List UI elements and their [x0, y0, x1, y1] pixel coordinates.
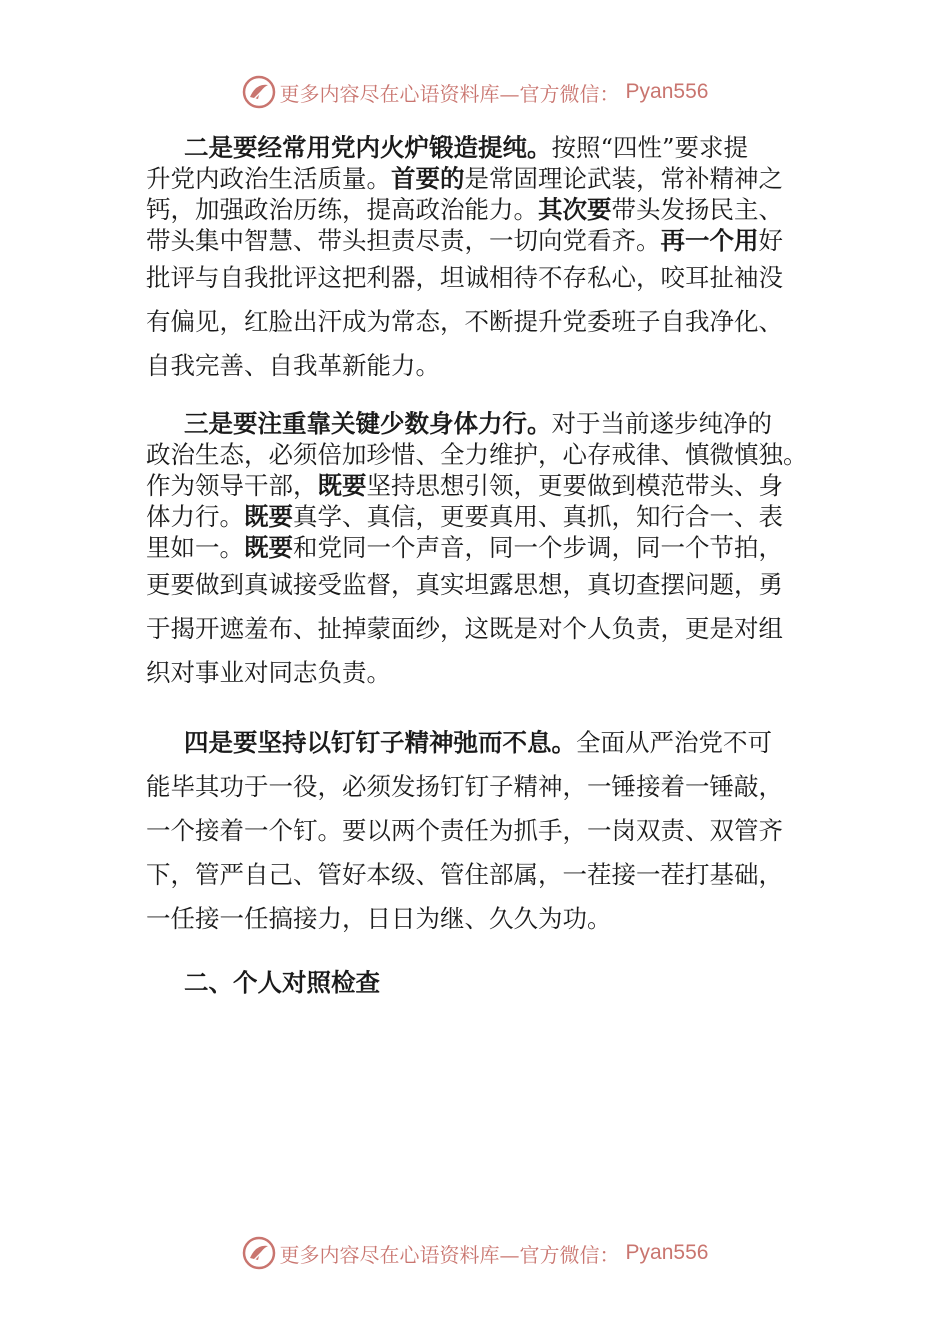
section-heading: 二、个人对照检查 — [184, 968, 380, 997]
text-line — [146, 344, 826, 388]
bold-phrase: 其次要 — [538, 195, 612, 224]
text-run: 全面从严治党不可 — [576, 728, 772, 757]
text-run: 带头集中智慧、带头担责尽责，一切向党看齐。 — [146, 226, 661, 255]
banner-wechat-id: Pyan556 — [625, 80, 709, 103]
text-line — [146, 853, 826, 897]
text-run: 于揭开遮羞布、扯掉蒙面纱，这既是对个人负责，更是对组 — [146, 614, 783, 643]
paragraph-section-four — [146, 721, 826, 941]
text-line — [146, 470, 826, 501]
header-banner — [0, 72, 950, 112]
text-run: 一任接一任搞接力，日日为继、久久为功。 — [146, 904, 612, 933]
banner-wechat-id: Pyan556 — [625, 1241, 709, 1264]
text-run: 下，管严自己、管好本级、管住部属，一茬接一茬打基础， — [146, 860, 783, 889]
bold-phrase: 三是要注重靠关键少数身体力行。 — [184, 409, 552, 438]
text-run: 作为领导干部， — [146, 471, 318, 500]
document-body — [146, 132, 826, 1005]
text-run: 带头发扬民主、 — [611, 195, 783, 224]
logo-icon — [242, 75, 276, 109]
text-run: 和党同一个声音，同一个步调，同一个节拍， — [293, 533, 783, 562]
text-run: 能毕其功于一役，必须发扬钉钉子精神，一锤接着一锤敲， — [146, 772, 783, 801]
bold-phrase: 再一个用 — [660, 226, 759, 255]
text-line — [146, 532, 826, 563]
text-run: 体力行。 — [146, 502, 244, 531]
text-run: 按照“四性”要求提 — [551, 133, 749, 162]
text-run: 批评与自我批评这把利器，坦诚相待不存私心，咬耳扯袖没 — [146, 263, 783, 292]
banner-text: 更多内容尽在心语资料库—官方微信： — [279, 81, 620, 106]
text-line — [146, 439, 826, 470]
text-line — [146, 897, 826, 941]
text-run: 真学、真信，更要真用、真抓，知行合一、表 — [293, 502, 783, 531]
text-line — [146, 408, 826, 439]
bold-phrase: 首要的 — [391, 164, 465, 193]
text-run: 坚持思想引领，更要做到模范带头、身 — [366, 471, 783, 500]
text-run: 织对事业对同志负责。 — [146, 658, 391, 687]
text-line — [146, 225, 826, 256]
text-run: 是常固理论武装，常补精神之 — [464, 164, 783, 193]
bold-phrase: 既要 — [244, 502, 293, 531]
bold-phrase: 既要 — [317, 471, 367, 500]
text-line — [146, 256, 826, 300]
text-run: 自我完善、自我革新能力。 — [146, 351, 440, 380]
text-line — [146, 809, 826, 853]
text-line — [146, 765, 826, 809]
paragraph-section-three — [146, 408, 826, 695]
bold-phrase: 既要 — [244, 533, 293, 562]
text-line — [146, 163, 826, 194]
bold-phrase: 二是要经常用党内火炉锻造提纯。 — [184, 133, 552, 162]
text-line — [146, 300, 826, 344]
text-run: 对于当前遂步纯净的 — [551, 409, 772, 438]
text-run: 政治生态，必须倍加珍惜、全力维护，心存戒律、慎微慎独。 — [146, 440, 808, 469]
text-line — [146, 607, 826, 651]
text-run: 好 — [758, 226, 783, 255]
text-line — [146, 132, 826, 163]
paragraph-section-two — [146, 132, 826, 388]
banner-text: 更多内容尽在心语资料库—官方微信： — [279, 1242, 620, 1267]
text-run: 里如一。 — [146, 533, 244, 562]
bold-phrase: 四是要坚持以钉钉子精神弛而不息。 — [184, 728, 576, 757]
text-line — [146, 651, 826, 695]
logo-icon — [242, 1236, 276, 1270]
text-run: 更要做到真诚接受监督，真实坦露思想，真切查摆问题，勇 — [146, 570, 783, 599]
text-line — [146, 194, 826, 225]
text-run: 有偏见，红脸出汗成为常态，不断提升党委班子自我净化、 — [146, 307, 783, 336]
text-line — [146, 721, 826, 765]
text-run: 钙，加强政治历练，提高政治能力。 — [146, 195, 538, 224]
text-line — [146, 501, 826, 532]
text-run: 升党内政治生活质量。 — [146, 164, 391, 193]
text-run: 一个接着一个钉。要以两个责任为抓手，一岗双责、双管齐 — [146, 816, 783, 845]
text-line — [146, 563, 826, 607]
footer-banner — [0, 1233, 950, 1273]
